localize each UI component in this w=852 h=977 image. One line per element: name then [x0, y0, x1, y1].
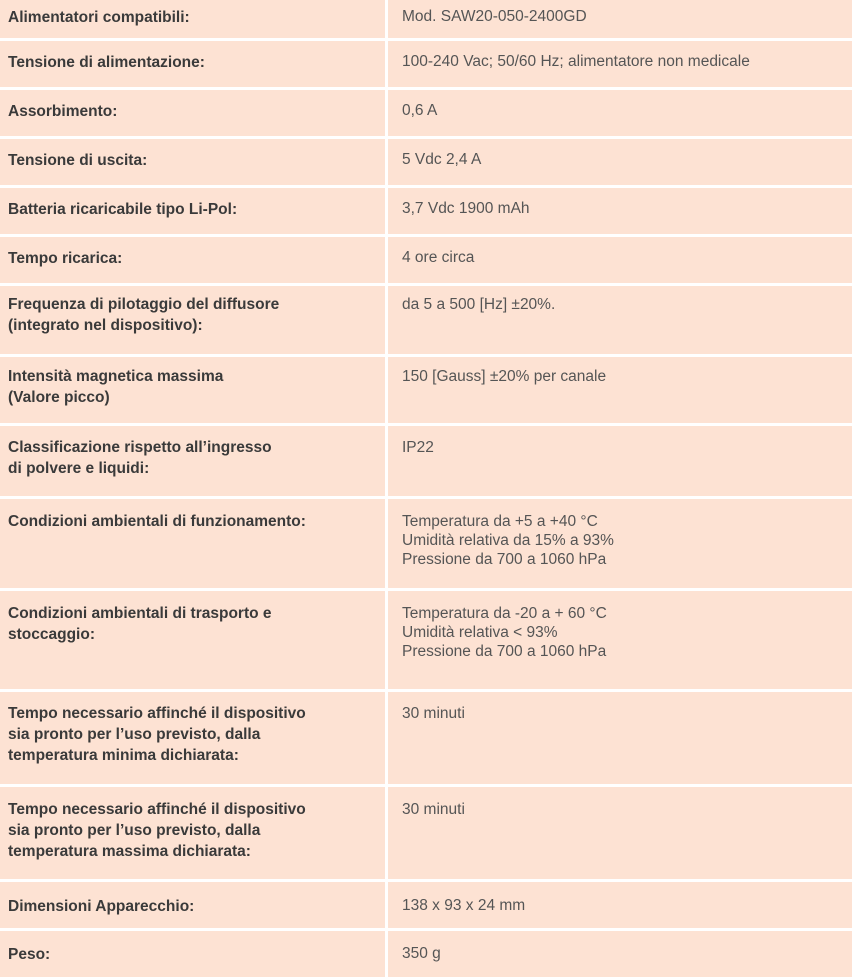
- spec-value: da 5 a 500 [Hz] ±20%.: [402, 296, 556, 313]
- spec-row-supply-voltage: [0, 41, 852, 87]
- spec-label: Classificazione rispetto all’ingresso di polvere e liquidi:: [0, 426, 388, 496]
- spec-label: Alimentatori compatibili:: [0, 0, 388, 38]
- spec-label: Tempo ricarica:: [0, 237, 388, 283]
- spec-value: 3,7 Vdc 1900 mAh: [402, 200, 530, 217]
- spec-row-magnetic-intensity: [0, 357, 852, 423]
- spec-value: 0,6 A: [402, 102, 438, 119]
- spec-row-ingress-protection: [0, 426, 852, 496]
- spec-row-dimensions: [0, 882, 852, 928]
- spec-row-power-supplies: [0, 0, 852, 38]
- spec-value: Temperatura da +5 a +40 °C Umidità relativa da 15% a 93% Pressione da 700 a 1060 hPa: [402, 513, 614, 568]
- spec-value: 150 [Gauss] ±20% per canale: [402, 368, 607, 385]
- spec-row-absorption: [0, 90, 852, 136]
- spec-value: 30 minuti: [402, 801, 465, 818]
- spec-label: Tempo necessario affinché il dispositivo sia pronto per l’uso previsto, dalla temperatura massima dichiarata:: [0, 787, 388, 879]
- spec-row-warmup-min-temp: [0, 692, 852, 784]
- spec-label: Tensione di alimentazione:: [0, 41, 388, 87]
- spec-row-weight: [0, 931, 852, 977]
- spec-label: Tensione di uscita:: [0, 139, 388, 185]
- spec-label: Peso:: [0, 931, 388, 977]
- spec-value: 4 ore circa: [402, 249, 475, 266]
- spec-value: 30 minuti: [402, 705, 465, 722]
- spec-value: Temperatura da -20 a + 60 °C Umidità relativa < 93% Pressione da 700 a 1060 hPa: [402, 605, 607, 660]
- spec-label: Batteria ricaricabile tipo Li-Pol:: [0, 188, 388, 234]
- spec-value: IP22: [402, 439, 434, 456]
- spec-label: Intensità magnetica massima (Valore picco): [0, 357, 388, 423]
- spec-row-output-voltage: [0, 139, 852, 185]
- spec-value: 350 g: [402, 945, 441, 962]
- spec-label: Assorbimento:: [0, 90, 388, 136]
- spec-value: 5 Vdc 2,4 A: [402, 151, 482, 168]
- spec-value: Mod. SAW20-050-2400GD: [402, 8, 587, 25]
- spec-label: Condizioni ambientali di funzionamento:: [0, 499, 388, 588]
- spec-label: Frequenza di pilotaggio del diffusore (integrato nel dispositivo):: [0, 286, 388, 354]
- spec-row-storage-conditions: [0, 591, 852, 689]
- spec-row-charging-time: [0, 237, 852, 283]
- spec-label: Condizioni ambientali di trasporto e stoccaggio:: [0, 591, 388, 689]
- spec-row-diffuser-frequency: [0, 286, 852, 354]
- spec-value: 100-240 Vac; 50/60 Hz; alimentatore non medicale: [402, 53, 750, 70]
- spec-value: 138 x 93 x 24 mm: [402, 897, 526, 914]
- spec-row-warmup-max-temp: [0, 787, 852, 879]
- spec-label: Tempo necessario affinché il dispositivo sia pronto per l’uso previsto, dalla temperatura minima dichiarata:: [0, 692, 388, 784]
- spec-row-battery: [0, 188, 852, 234]
- spec-row-operating-conditions: [0, 499, 852, 588]
- spec-label: Dimensioni Apparecchio:: [0, 882, 388, 928]
